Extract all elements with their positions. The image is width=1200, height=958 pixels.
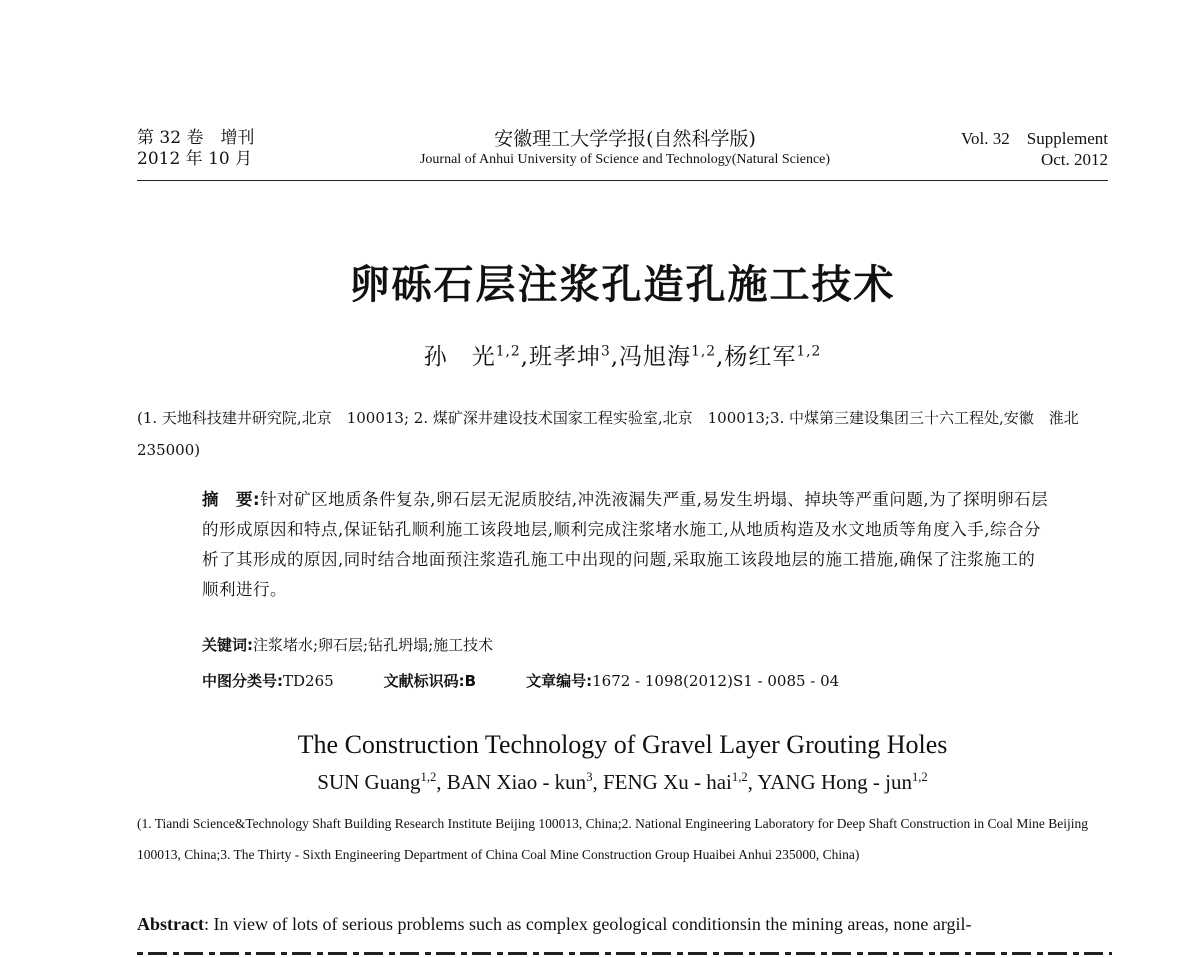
author-name: , YANG Hong - jun <box>747 770 912 794</box>
journal-name-en: Journal of Anhui University of Science and Technology(Natural Science) <box>419 152 831 167</box>
doc-code-value: B <box>464 672 477 690</box>
date-en: Oct. 2012 <box>1040 150 1108 169</box>
volume-en: Vol. 32 Supplement <box>960 129 1108 148</box>
author-affil-sup: 1,2 <box>731 770 748 784</box>
author-name: 孙 光 <box>423 344 496 370</box>
paper-title-cn: 卵砾石层注浆孔造孔施工技术 <box>349 261 896 308</box>
author-affil-sup: 3 <box>600 343 611 360</box>
header-volume-date-cn <box>137 128 254 170</box>
keywords-cn <box>202 634 493 655</box>
author-affil-sup: 1,2 <box>911 770 928 784</box>
author-name: ,冯旭海 <box>610 344 692 370</box>
doc-code-label: 文献标识码: <box>383 672 465 690</box>
article-no-value: 1672 - 1098(2012)S1 - 0085 - 04 <box>592 672 840 690</box>
abstract-cn <box>202 485 1052 605</box>
clc-label: 中图分类号: <box>202 672 283 690</box>
author-name: SUN Guang <box>317 770 421 794</box>
authors-en <box>0 770 1200 795</box>
author-name: ,班孝坤 <box>520 344 601 370</box>
author-affil-sup: 1,2 <box>420 770 437 784</box>
volume-cn: 第 32 卷 增刊 <box>137 128 255 148</box>
header-divider <box>137 180 1108 181</box>
author-name: , BAN Xiao - kun <box>436 770 587 794</box>
article-no-label: 文章编号: <box>526 672 593 690</box>
author-affil-sup: 1,2 <box>691 343 717 360</box>
abstract-en-label: Abstract <box>137 914 204 934</box>
author-affil-sup: 3 <box>586 770 593 784</box>
authors-cn <box>0 338 1200 371</box>
clc-value: TD265 <box>283 672 334 690</box>
author-name: , FENG Xu - hai <box>592 770 732 794</box>
cut-off-text-line <box>137 948 1112 958</box>
header-volume-date-en <box>961 128 1108 170</box>
author-affil-sup: 1,2 <box>495 343 521 360</box>
abstract-cn-text: 针对矿区地质条件复杂,卵石层无泥质胶结,冲洗液漏失严重,易发生坍塌、掉块等严重问题,为了探明卵石层的形成原因和特点,保证钻孔顺利施工该段地层,顺利完成注浆堵水施工,从地质构造及水文地质等角度入手,综合分析了其形成的原因,同时结合地面预注浆造孔施工中出现的问题,采取施工该段地层的施工措施,确保了注浆施工的顺利进行。 <box>202 490 1049 599</box>
abstract-en-text: : In view of lots of serious problems such as complex geological conditionsin the mining areas, none argil- <box>203 914 972 934</box>
journal-name-cn: 安徽理工大学学报(自然科学版) <box>494 128 756 150</box>
author-name: ,杨红军 <box>716 344 797 370</box>
header-journal <box>355 128 895 170</box>
date-cn: 2012 年 10 月 <box>137 149 253 169</box>
abstract-en <box>137 908 1112 940</box>
affiliation-en: (1. Tiandi Science&Technology Shaft Building Research Institute Beijing 100013, China;2. National Engineering Laboratory for Deep Shaft Construction in Coal Mine Beijing 100013, China;3. The Thirty - Sixth Engineering Department of China Coal Mine Construction Group Huaibei Anhui 235000, China) <box>137 816 1089 862</box>
keywords-text: 注浆堵水;卵石层;钻孔坍塌;施工技术 <box>253 636 494 654</box>
paper-title-en: The Construction Technology of Gravel Layer Grouting Holes <box>297 730 948 759</box>
classification-row <box>202 670 839 691</box>
abstract-cn-label: 摘 要: <box>202 490 261 509</box>
author-affil-sup: 1,2 <box>796 343 822 360</box>
keywords-label: 关键词: <box>202 636 253 654</box>
affiliation-cn: (1. 天地科技建井研究院,北京 100013; 2. 煤矿深井建设技术国家工程实验室,北京 100013;3. 中煤第三建设集团三十六工程处,安徽 淮北 235000) <box>137 409 1094 459</box>
